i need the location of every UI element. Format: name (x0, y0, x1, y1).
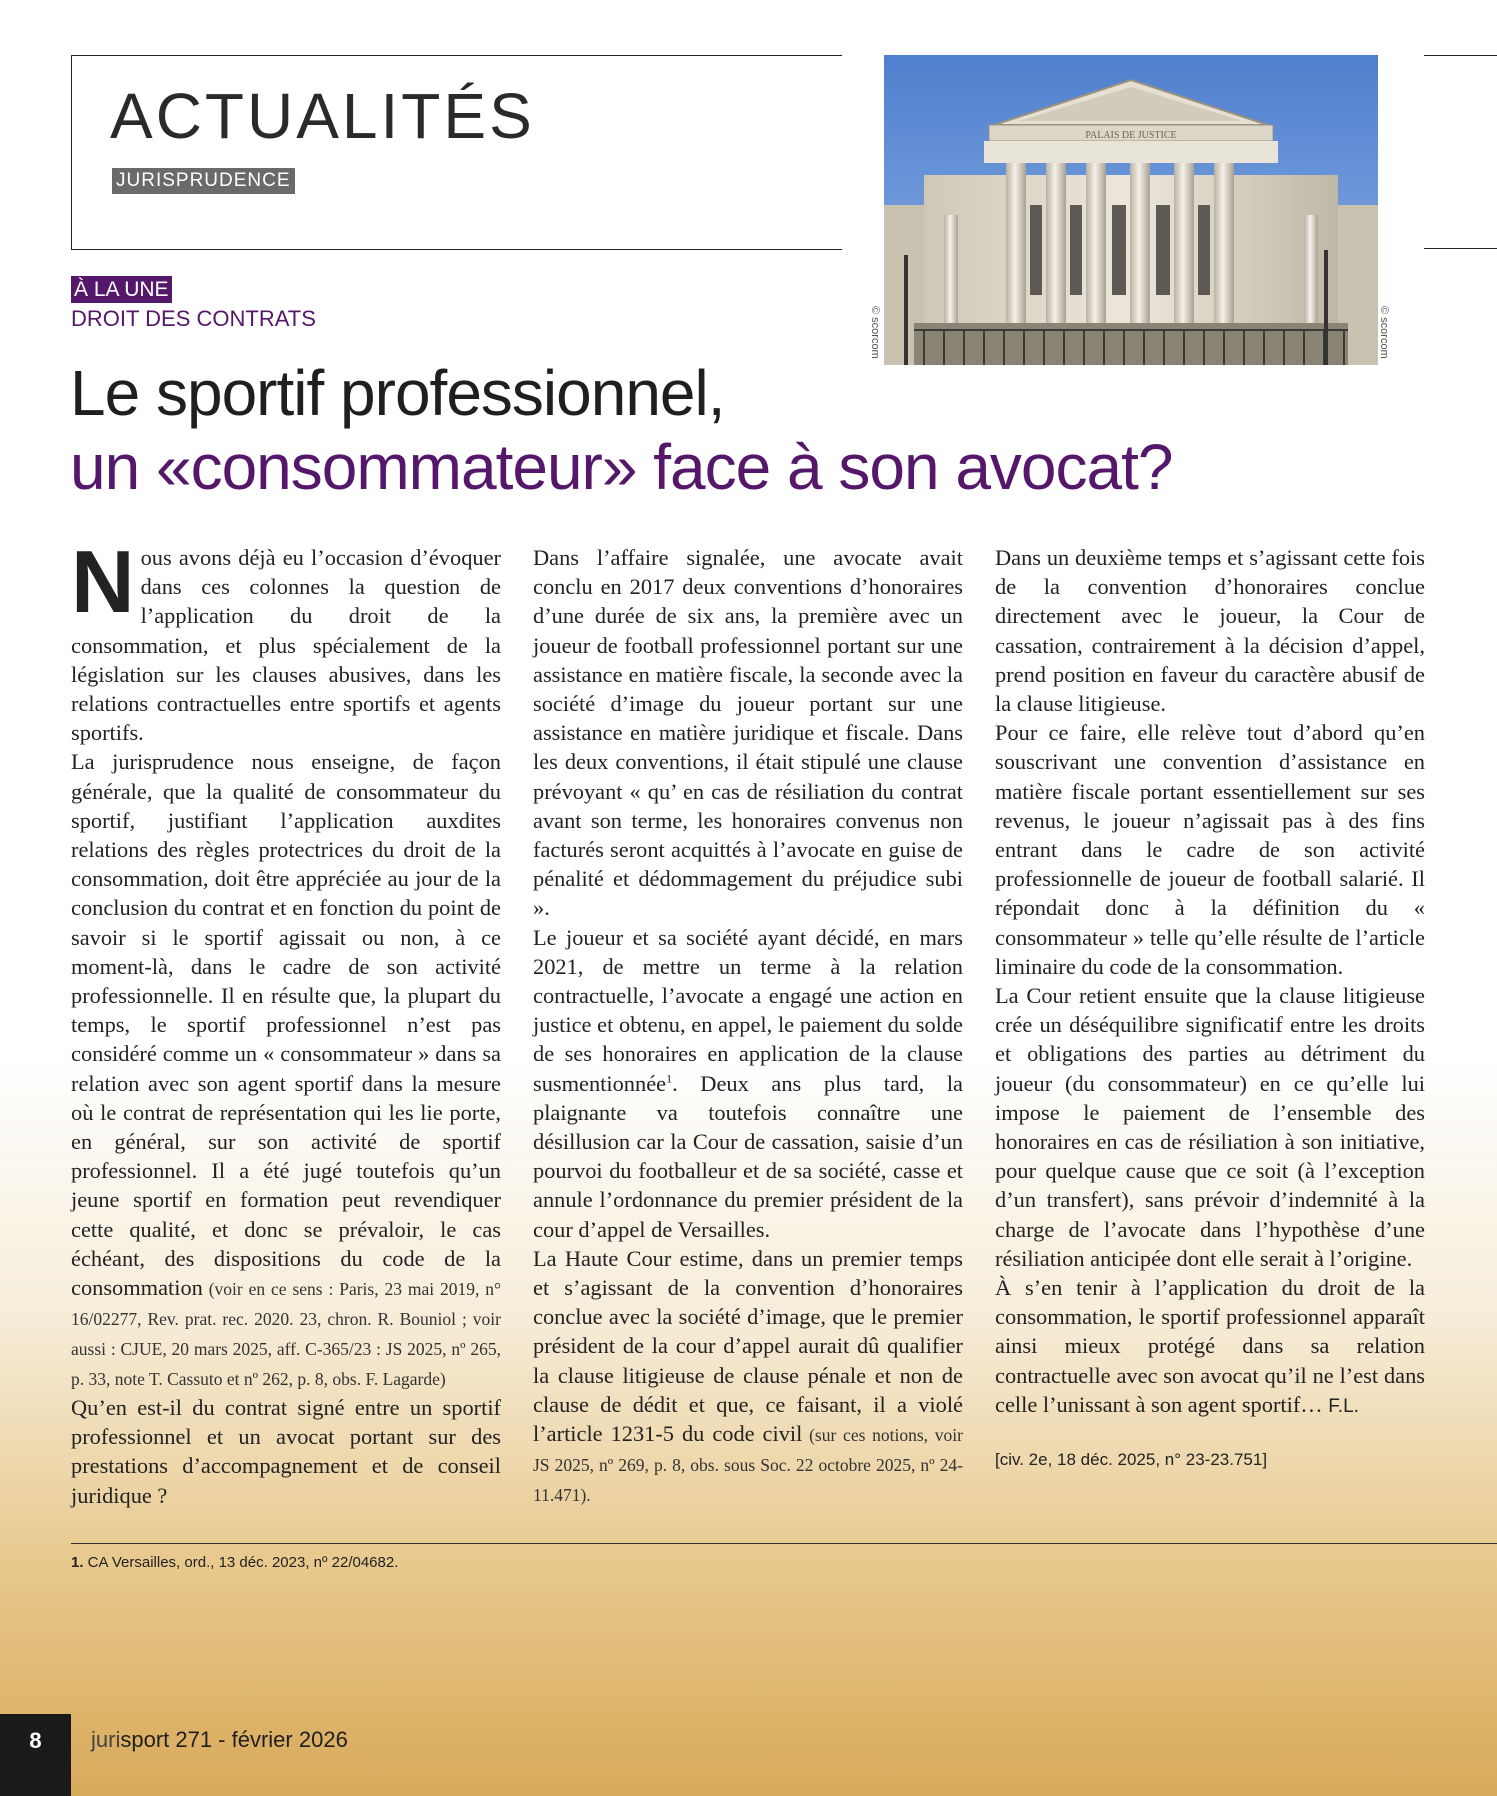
paragraph-text: ous avons déjà eu l’occasion d’évoquer dans ces colonnes la question de l’application du droit de la consommation, et plus spécialement de la législation sur les clauses abusives, dans les relations contractuelles entre sportifs et agents sportifs. (71, 545, 501, 746)
footnote-divider (71, 1543, 1497, 1544)
section-tag: JURISPRUDENCE (112, 168, 295, 194)
pediment-inscription: PALAIS DE JUSTICE (1085, 130, 1177, 141)
paragraph-text: . Deux ans plus tard, la plaignante va toutefois connaître une désillusion car la Cour de cassation, saisie d’un pourvoi du footballeur et de sa société, casse et annule l’ordonnance du premier président de la cour d’appel de Versailles. (533, 1070, 963, 1242)
paragraph (533, 1244, 963, 1509)
author-initials: F.L. (1328, 1395, 1359, 1417)
courthouse-photo (884, 55, 1378, 365)
paragraph: Pour ce faire, elle relève tout d’abord qu’en souscrivant une convention d’assistance en matière fiscale portant essentiellement sur ses revenus, le joueur n’agissait pas à des fins entrant dans le cadre de son activité professionnelle de joueur de football salarié. Il répondait donc à la définition du « consommateur » telle qu’elle résulte de l’article liminaire du code de la consommation. (995, 720, 1425, 979)
kicker-tag: À LA UNE (71, 276, 172, 303)
paragraph-text: La Haute Cour estime, dans un premier temps et s’agissant de la convention d’honoraires conclue avec la société d’image, que le premier président de la cour d’appel aurait dû qualifier la clause litigieuse de clause pénale et non de clause de dédit et que, ce faisant, il a violé l’article 1231-5 du code civil (533, 1245, 963, 1447)
citation-text: (sur ces notions, voir JS 2025, nº 269, p. 8, obs. sous Soc. 22 octobre 2025, nº 24-11.471). (533, 1425, 963, 1506)
header-rule-right-bottom (1424, 248, 1497, 249)
photo-credit-left: © scorcom (869, 306, 881, 359)
page-number: 8 (0, 1714, 71, 1796)
publication-name: sport 271 - février 2026 (120, 1727, 348, 1752)
rubric: DROIT DES CONTRATS (71, 306, 316, 331)
headline-line-1: Le sportif professionnel, (70, 357, 725, 429)
article-column-3 (995, 543, 1425, 1474)
headline (70, 356, 1172, 504)
paragraph: Dans un deuxième temps et s’agissant cette fois de la convention d’honoraires conclue directement avec le joueur, la Cour de cassation, contrairement à la décision d’appel, prend position en faveur du caractère abusif de la clause litigieuse. (995, 545, 1425, 717)
paragraph: Qu’en est-il du contrat signé entre un sportif professionnel et un avocat portant sur des prestations d’accompagnement et de conseil juridique ? (71, 1395, 501, 1508)
drop-cap: N (71, 532, 135, 631)
citation-text: (voir en ce sens : Paris, 23 mai 2019, n° 16/02277, Rev. prat. rec. 2020. 23, chron. R. Bouniol ; voir aussi : CJUE, 20 mars 2025, aff. C-365/23 : JS 2025, nº 265, p. 33, note T. Cassuto et nº 262, p. 8, obs. F. Lagarde) (71, 1279, 501, 1390)
paragraph (533, 923, 963, 1244)
paragraph (71, 747, 501, 1393)
header-rule-right-top (1424, 55, 1497, 56)
footnote-marker[interactable]: 1 (666, 1071, 673, 1086)
paragraph: La Cour retient ensuite que la clause litigieuse crée un déséquilibre significatif entre les droits et obligations des parties au détriment du joueur (du consommateur) en ce qu’elle lui impose le paiement de l’ensemble des honoraires en cas de résiliation à son initiative, pour quelque cause que ce soit (à l’exception d’un transfert), sans prévoir d’indemnité à la charge de l’avocate dans l’hypothèse d’une résiliation anticipée dont elle serait à l’origine. (995, 983, 1425, 1271)
paragraph-text: La jurisprudence nous enseigne, de façon générale, que la qualité de consommateur du sportif, justifiant l’application auxdites relations des règles protectrices du droit de la consommation, doit être appréciée au jour de la conclusion du contrat et en fonction du point de savoir si le sportif agissait ou non, à ce moment-là, dans le cadre de son activité professionnelle. Il en résulte que, la plupart du temps, le sportif professionnel n’est pas considéré comme un « consommateur » dans sa relation avec son agent sportif dans la mesure où le contrat de représentation qui les lie porte, en général, sur son activité de sportif professionnel. Il a été jugé toutefois qu’un jeune sportif en formation peut revendiquer cette qualité, et donc se prévaloir, le cas échéant, des dispositions du code de la consommation (71, 749, 501, 1301)
paragraph: Dans l’affaire signalée, une avocate avait conclu en 2017 deux conventions d’honoraires d’une durée de six ans, la première avec un joueur de football professionnel portant sur une assistance en matière fiscale, la seconde avec la société d’image du joueur portant sur une assistance en matière juridique et fiscale. Dans les deux conventions, il était stipulé une clause prévoyant « qu’ en cas de résiliation du contrat avant son terme, les honoraires convenus non facturés seront acquittés à l’avocate en guise de pénalité et dédommagement du préjudice subi ». (533, 545, 963, 921)
publication-line (91, 1727, 348, 1753)
publication-prefix: juri (91, 1727, 121, 1752)
headline-line-2: un «consommateur» face à son avocat? (70, 431, 1173, 503)
decision-reference: [civ. 2e, 18 déc. 2025, n° 23-23.751] (995, 1450, 1268, 1470)
footnote-text: CA Versailles, ord., 13 déc. 2023, nº 22/04682. (83, 1554, 399, 1571)
article-column-2 (533, 543, 963, 1509)
paragraph (71, 532, 501, 747)
section-header (71, 55, 842, 250)
paragraph-text: Le joueur et sa société ayant décidé, en mars 2021, de mettre un terme à la relation contractuelle, l’avocate a engagé une action en justice et obtenu, en appel, le paiement du solde de ses honoraires en application de la clause susmentionnée (533, 924, 963, 1096)
paragraph-text: À s’en tenir à l’application du droit de la consommation, le sportif professionnel apparaît ainsi mieux protégé dans sa relation contractuelle avec son avocat qu’il ne l’est dans celle l’unissant à son agent sportif… (995, 1275, 1425, 1417)
paragraph (995, 1273, 1425, 1421)
footnote-number: 1. (71, 1554, 84, 1571)
footnote (71, 1554, 398, 1571)
article-column-1 (71, 532, 501, 1510)
photo-credit-right: © scorcom (1378, 306, 1390, 359)
section-title: ACTUALITÉS (110, 80, 535, 152)
